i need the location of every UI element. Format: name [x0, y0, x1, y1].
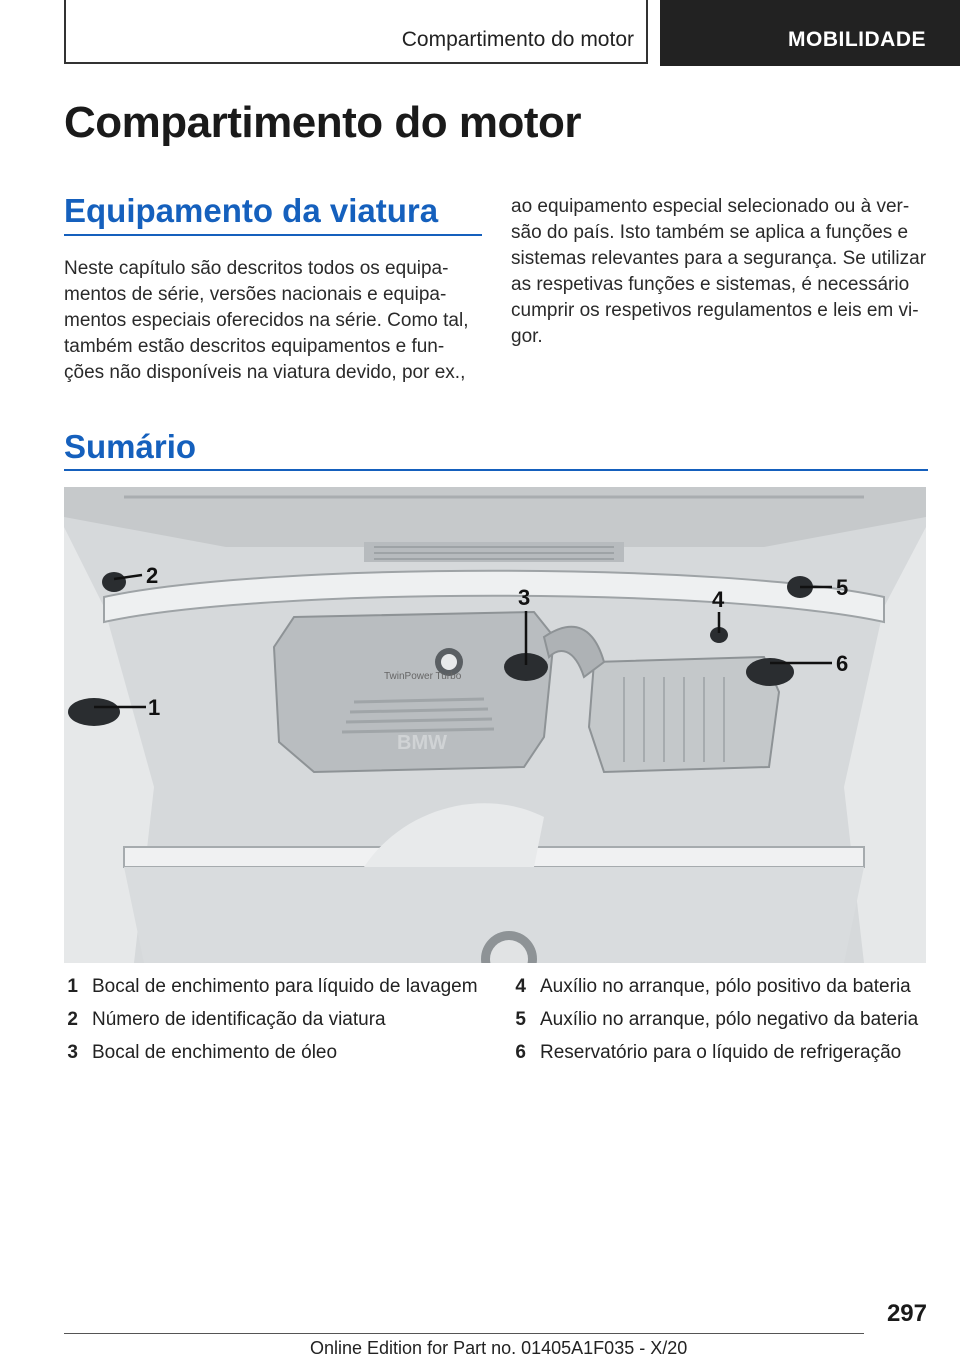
page-title: Compartimento do motor — [64, 98, 581, 147]
legend-text: Número de identificação da viatura — [92, 1009, 386, 1030]
legend-text: Auxílio no arranque, pólo positivo da bateria — [540, 976, 911, 997]
legend-text: Auxílio no arranque, pólo negativo da bateria — [540, 1009, 919, 1030]
legend-number: 3 — [67, 1042, 78, 1063]
equipment-heading-rule — [64, 234, 482, 236]
engine-badge-text: BMW — [397, 732, 447, 754]
equipment-paragraph-right: ao equipamento especial selecionado ou à ver- são do país. Isto também se aplica a funções e sistemas relevantes para a segurança. Se utilizar as respetivas funções e sistemas, é necessário cumprir os respetivos regulamentos e leis em vi- gor. — [511, 196, 927, 347]
legend-number: 6 — [515, 1042, 526, 1063]
callout-2: 2 — [146, 563, 159, 588]
header-chapter-title: Compartimento do motor — [401, 28, 634, 51]
legend-text: Reservatório para o líquido de refrigeração — [540, 1042, 902, 1063]
summary-heading: Sumário — [64, 428, 197, 465]
engine-label-text: TwinPower Turbo — [384, 671, 462, 682]
callout-4: 4 — [712, 587, 725, 612]
callout-6: 6 — [836, 651, 849, 676]
legend-number: 5 — [515, 1009, 526, 1030]
equipment-heading: Equipamento da viatura — [64, 192, 439, 229]
callout-5: 5 — [836, 575, 849, 600]
header-section-box — [660, 0, 960, 66]
legend-number: 2 — [67, 1009, 78, 1030]
header-section-label: MOBILIDADE — [788, 28, 926, 51]
summary-heading-rule — [64, 469, 928, 471]
equipment-paragraph-left: Neste capítulo são descritos todos os equipa- mentos de série, versões nacionais e equipa- mentos especiais oferecidos na série. Como tal, também estão descritos equipamentos e fun- ções não disponíveis na viatura devido, por ex., — [64, 258, 469, 383]
page-number: 297 — [886, 1300, 927, 1327]
legend-number: 1 — [67, 976, 78, 997]
footer-edition: Online Edition for Part no. 01405A1F035 - X/20 — [310, 1338, 688, 1358]
header-chapter-box — [64, 0, 648, 64]
engine-compartment-photo — [64, 487, 926, 963]
legend-text: Bocal de enchimento de óleo — [92, 1042, 338, 1063]
callout-1: 1 — [148, 695, 161, 720]
footer-rule — [64, 1333, 864, 1334]
legend-number: 4 — [515, 976, 526, 997]
engine-illustration — [64, 487, 926, 963]
legend-text: Bocal de enchimento para líquido de lavagem — [92, 976, 478, 997]
callout-3: 3 — [518, 585, 531, 610]
